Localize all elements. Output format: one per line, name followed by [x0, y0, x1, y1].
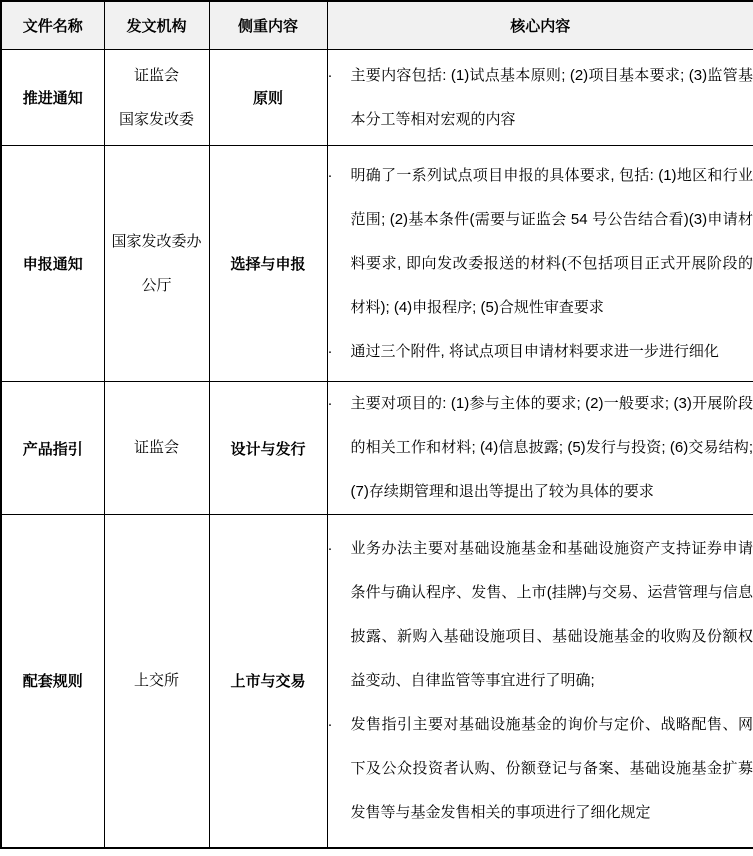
table-row — [1, 146, 753, 382]
bullet-icon: · — [327, 715, 333, 733]
bullet-icon: · — [327, 539, 333, 557]
doc-focus: 原则 — [209, 50, 327, 146]
bullet-item — [328, 330, 753, 374]
doc-agency — [104, 515, 209, 848]
doc-focus: 上市与交易 — [209, 515, 327, 848]
bullet-icon: · — [327, 342, 333, 360]
bullet-text: 通过三个附件, 将试点项目申请材料要求进一步进行细化 — [350, 342, 719, 360]
doc-name: 推进通知 — [1, 50, 104, 146]
agency-line: 证监会 — [133, 439, 179, 456]
agency-line: 国家发改委 — [118, 110, 194, 128]
bullet-icon: · — [327, 395, 333, 412]
doc-core — [327, 515, 753, 848]
bullet-item — [328, 54, 753, 142]
bullet-item — [328, 154, 753, 330]
bullet-item — [328, 382, 753, 514]
column-header-focus: 侧重内容 — [209, 1, 327, 50]
bullet-text: 主要内容包括: (1)试点基本原则; (2)项目基本要求; (3)监管基本分工等相对宏观的内容 — [350, 66, 753, 128]
doc-name: 申报通知 — [1, 146, 104, 382]
column-header-file-name: 文件名称 — [1, 1, 104, 50]
doc-agency — [104, 50, 209, 146]
bullet-icon: · — [327, 66, 333, 84]
bullet-text: 业务办法主要对基础设施基金和基础设施资产支持证券申请条件与确认程序、发售、上市(挂牌)与交易、运营管理与信息披露、新购入基础设施项目、基础设施基金的收购及份额权益变动、自律监管等事宜进行了明确; — [350, 539, 753, 689]
bullet-icon: · — [327, 166, 333, 184]
agency-line: 上交所 — [133, 671, 179, 689]
bullet-text: 明确了一系列试点项目申报的具体要求, 包括: (1)地区和行业范围; (2)基本条件(需要与证监会 54 号公告结合看)(3)申请材料要求, 即向发改委报送的材料(不包括项目正式开展阶段的材料); (4)申报程序; (5)合规性审查要求 — [350, 166, 753, 316]
bullet-text: 主要对项目的: (1)参与主体的要求; (2)一般要求; (3)开展阶段的相关工作和材料; (4)信息披露; (5)发行与投资; (6)交易结构; (7)存续期管理和退出等提出了较为具体的要求 — [350, 395, 753, 500]
table-row — [1, 50, 753, 146]
bullet-text: 发售指引主要对基础设施基金的询价与定价、战略配售、网下及公众投资者认购、份额登记与备案、基础设施基金扩募发售等与基金发售相关的事项进行了细化规定 — [350, 715, 753, 821]
column-header-issuing-agency: 发文机构 — [104, 1, 209, 50]
doc-name: 产品指引 — [1, 382, 104, 515]
bullet-item — [328, 527, 753, 703]
doc-agency — [104, 382, 209, 515]
agency-line: 证监会 — [133, 66, 179, 84]
table-row — [1, 382, 753, 515]
doc-focus: 选择与申报 — [209, 146, 327, 382]
table-row — [1, 515, 753, 848]
doc-focus: 设计与发行 — [209, 382, 327, 515]
doc-core — [327, 146, 753, 382]
agency-line: 国家发改委办公厅 — [111, 232, 202, 294]
column-header-core-content: 核心内容 — [327, 1, 753, 50]
doc-core — [327, 50, 753, 146]
doc-agency — [104, 146, 209, 382]
doc-core — [327, 382, 753, 515]
header-row — [1, 1, 753, 50]
doc-name: 配套规则 — [1, 515, 104, 848]
bullet-item — [328, 703, 753, 835]
